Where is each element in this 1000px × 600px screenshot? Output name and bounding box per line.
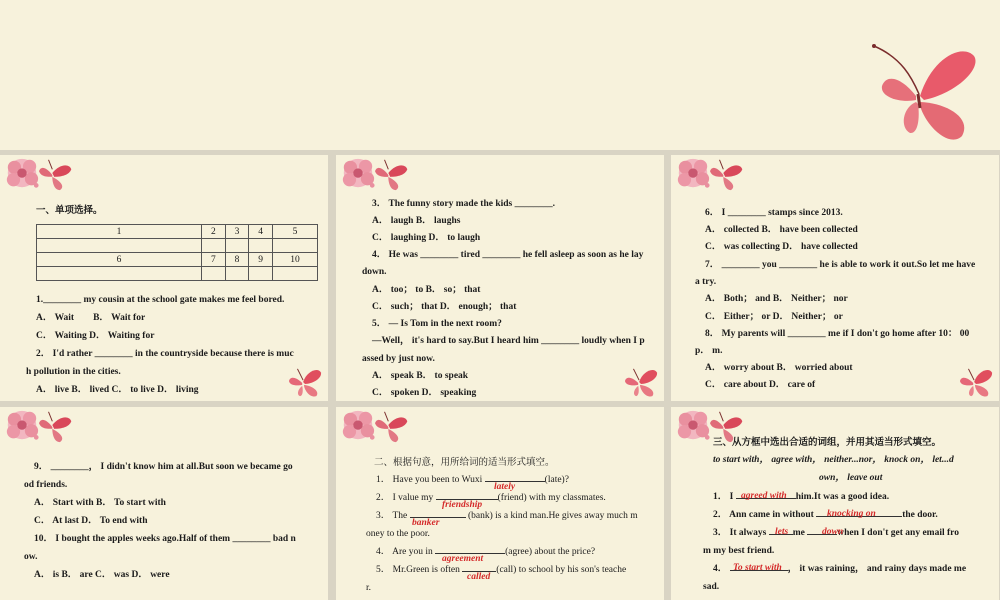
table-cell: 4 [249,225,273,239]
question-text: sad. [703,582,720,592]
slide-2 [336,155,664,401]
question-text: 7． ________ you ________ he is able to work it out.So let me have [705,260,976,270]
option-text: A． worry about B． worried about [705,363,853,373]
answer-table [36,224,318,281]
question-text: p． m. [695,346,723,356]
section-title: 一、单项选择。 [36,205,103,216]
answer-text: agreed with [741,491,787,501]
option-text: A． is B． are C． was D． were [34,570,170,580]
answer-text: banker [412,518,440,528]
option-text: A． collected B． have been collected [705,225,858,235]
section-title: 二、根据句意，用所给词的适当形式填空。 [374,457,555,468]
answer-text: lately [494,482,516,492]
flower-icon [3,156,77,192]
option-text: C． Either； or D． Neither； or [705,312,843,322]
flower-icon [674,156,748,192]
section-title: 三、从方框中选出合适的词组，并用其适当形式填空。 [713,437,942,448]
option-text: C． spoken D． speaking [372,388,477,398]
question-text: —Well， it's hard to say.But I heard him ________ loudly when I p [372,336,645,346]
question-text: a try. [695,277,717,287]
question-text: r. [366,583,372,593]
option-text: A． too； to B． so； that [372,285,481,295]
question-text: 1． Have you been to Wuxi (late)? [376,475,569,485]
option-text: C． At last D． To end with [34,516,148,526]
question-text: 8． My parents will ________ me if I don't go home after 10： 00 [705,329,970,339]
option-text: C． laughing D． to laugh [372,233,481,243]
question-text: 2． Ann came in without the door. [713,510,938,520]
table-cell: 5 [273,225,318,239]
question-text: 1.________ my cousin at the school gate makes me feel bored. [36,295,285,305]
table-cell: 3 [225,225,249,239]
question-text: ow. [24,552,38,562]
question-text: 1． I him.It was a good idea. [713,492,890,502]
question-text: od friends. [24,480,68,490]
option-text: A． Wait B． Wait for [36,313,146,323]
butterfly-icon [862,38,982,148]
option-text: C． such； that D． enough； that [372,302,517,312]
option-text: C． care about D． care of [705,380,816,390]
question-text: 3． It always me when I don't get any email fro [713,528,959,538]
flower-icon [3,408,77,444]
butterfly-icon [286,367,324,399]
question-text: 3． The (bank) is a kind man.He gives away much m [376,511,638,521]
option-text: A． Both； and B． Neither； nor [705,294,848,304]
answer-text: called [467,572,491,582]
question-text: 4． ， it was raining， and rainy days made me [713,564,967,574]
slide-6 [671,407,999,600]
option-text: C． was collecting D． have collected [705,242,858,252]
flower-icon [339,156,413,192]
question-text: 9． ________， I didn't know him at all.But soon we became go [34,462,293,472]
answer-text: lets [775,527,789,537]
question-text: 5． Mr.Green is often (call) to school by his son's teache [376,565,627,575]
word-box: own， leave out [819,473,883,483]
option-text: A． live B． lived C． to live D． living [36,385,199,395]
table-cell: 2 [202,225,226,239]
option-text: A． laugh B． laughs [372,216,461,226]
word-box: to start with， agree with， neither...nor， knock on， let...d [713,455,954,465]
answer-text: friendship [442,500,483,510]
question-text: assed by just now. [362,354,435,364]
question-text: 4． He was ________ tired ________ he fell asleep as soon as he lay [372,250,644,260]
answer-text: knocking on [827,509,876,519]
butterfly-icon [622,367,660,399]
question-text: down. [362,267,387,277]
option-text: A． Start with B． To start with [34,498,166,508]
question-text: 6． I ________ stamps since 2013. [705,208,843,218]
slide-1 [0,155,328,401]
slide-5 [336,407,664,600]
answer-text: agreement [442,554,484,564]
question-text: 10． I bought the apples weeks ago.Half of them ________ bad n [34,534,296,544]
question-text: 4． Are you in (agree) about the price? [376,547,596,557]
table-cell: 9 [249,253,273,267]
title-area [0,0,1000,150]
question-text: oney to the poor. [366,529,430,539]
table-cell: 8 [225,253,249,267]
question-text: 2． I value my (friend) with my classmates. [376,493,606,503]
table-cell: 10 [273,253,318,267]
butterfly-icon [957,367,995,399]
flower-icon [339,408,413,444]
table-cell: 1 [37,225,202,239]
option-text: A． speak B． to speak [372,371,469,381]
answer-text: down [822,527,844,537]
slide-3 [671,155,999,401]
question-text: h pollution in the cities. [26,367,121,377]
question-text: 2． I'd rather ________ in the countryside because there is muc [36,349,294,359]
option-text: C． Waiting D． Waiting for [36,331,155,341]
table-cell: 6 [37,253,202,267]
slide-4 [0,407,328,600]
question-text: 5． — Is Tom in the next room? [372,319,502,329]
table-cell: 7 [202,253,226,267]
question-text: m my best friend. [703,546,775,556]
answer-text: To start with [733,563,782,573]
question-text: 3． The funny story made the kids ________. [372,199,555,209]
